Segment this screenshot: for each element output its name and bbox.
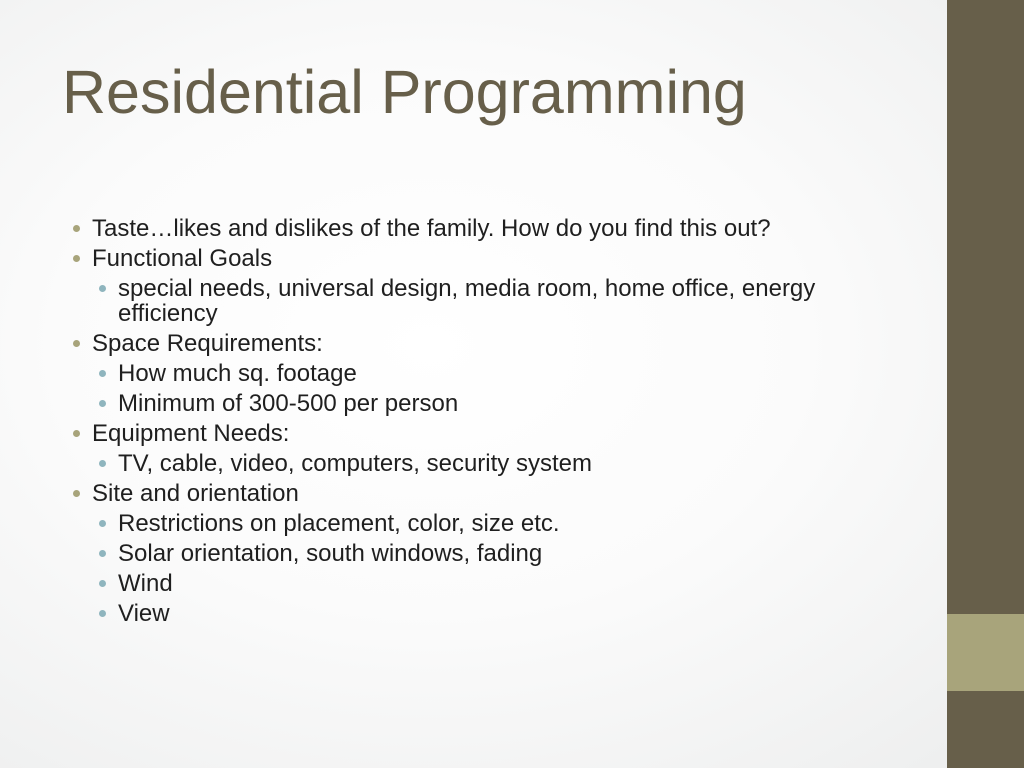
bullet-text: Restrictions on placement, color, size etc. xyxy=(118,510,560,537)
bullet-dot-icon xyxy=(73,430,80,437)
bullet-text: How much sq. footage xyxy=(118,360,357,387)
bullet-text: Site and orientation xyxy=(92,480,299,507)
bullet-dot-icon xyxy=(99,400,106,407)
bullet-item xyxy=(72,328,832,358)
bullet-dot-icon xyxy=(99,460,106,467)
bullet-dot-icon xyxy=(73,490,80,497)
bullet-dot-icon xyxy=(73,225,80,232)
sub-bullet-item xyxy=(72,568,832,598)
bullet-dot-icon xyxy=(99,580,106,587)
sub-bullet-item xyxy=(72,273,832,328)
bullet-text: Minimum of 300-500 per person xyxy=(118,390,459,417)
sub-bullet-item xyxy=(72,388,832,418)
sub-bullet-item xyxy=(72,538,832,568)
bullet-dot-icon xyxy=(99,550,106,557)
bullet-text: View xyxy=(118,600,170,627)
sub-bullet-item xyxy=(72,358,832,388)
bullet-text: Space Requirements: xyxy=(92,330,323,357)
bullet-item xyxy=(72,418,832,448)
slide-title: Residential Programming xyxy=(62,58,747,126)
bullet-text: Taste…likes and dislikes of the family. How do you find this out? xyxy=(92,215,771,242)
bullet-dot-icon xyxy=(99,610,106,617)
bullet-dot-icon xyxy=(73,255,80,262)
bullet-dot-icon xyxy=(99,285,106,292)
bullet-text: Equipment Needs: xyxy=(92,420,290,447)
sub-bullet-item xyxy=(72,598,832,628)
bullet-text: Wind xyxy=(118,570,173,597)
bullet-list xyxy=(72,213,832,628)
bullet-item xyxy=(72,478,832,508)
bullet-dot-icon xyxy=(99,520,106,527)
bullet-item xyxy=(72,213,832,243)
bullet-text: special needs, universal design, media room, home office, energy efficiency xyxy=(118,275,816,327)
bullet-dot-icon xyxy=(99,370,106,377)
sub-bullet-item xyxy=(72,508,832,538)
sub-bullet-item xyxy=(72,448,832,478)
side-accent-block xyxy=(947,614,1024,691)
bullet-text: Solar orientation, south windows, fading xyxy=(118,540,543,567)
bullet-item xyxy=(72,243,832,273)
bullet-text: TV, cable, video, computers, security system xyxy=(118,450,592,477)
bullet-text: Functional Goals xyxy=(92,245,273,272)
bullet-dot-icon xyxy=(73,340,80,347)
